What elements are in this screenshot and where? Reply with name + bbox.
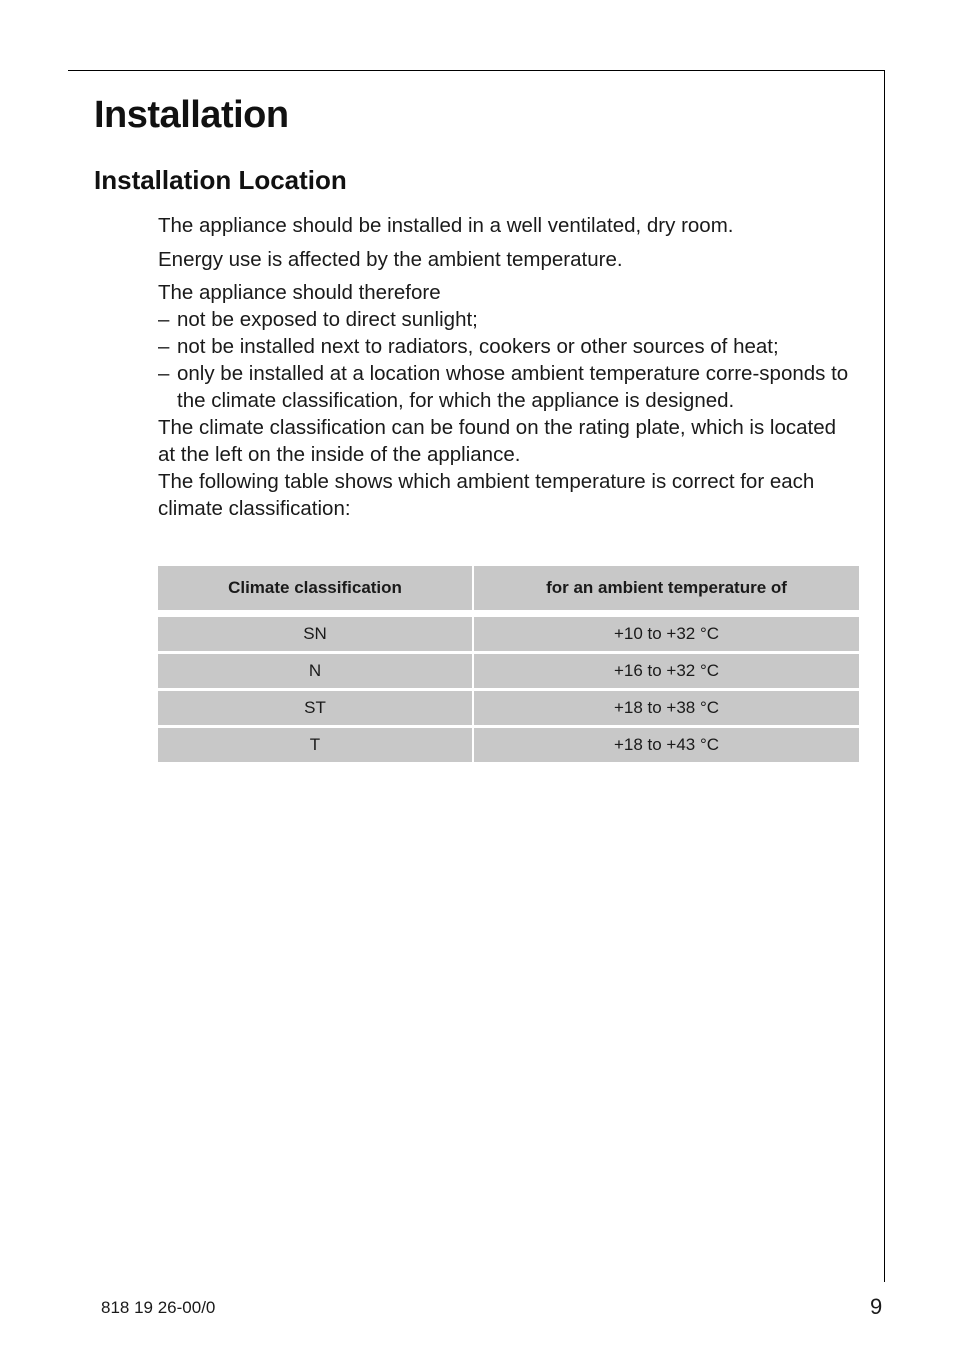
paragraph-therefore: The appliance should therefore	[158, 281, 441, 304]
right-margin-rule	[884, 70, 885, 1282]
table-cell-temperature: +18 to +43 °C	[474, 728, 859, 762]
paragraph-energy: Energy use is affected by the ambient temperature.	[158, 248, 623, 271]
table-cell-class: SN	[158, 617, 472, 651]
climate-table	[158, 566, 859, 762]
page-number: 9	[870, 1294, 883, 1319]
top-rule	[68, 70, 885, 71]
list-item	[158, 333, 858, 360]
document-number: 818 19 26-00/0	[101, 1298, 216, 1317]
header-climate-classification: Climate classification	[158, 566, 472, 610]
paragraph-ventilation: The appliance should be installed in a well ventilated, dry room.	[158, 214, 734, 237]
dash-marker: –	[158, 308, 170, 331]
header-ambient-temperature: for an ambient temperature of	[474, 566, 859, 610]
section-title: Installation Location	[94, 165, 347, 195]
table-row	[158, 728, 859, 762]
table-header-row	[158, 566, 859, 610]
paragraph-table-intro: The following table shows which ambient temperature is correct for each climate classification:	[158, 470, 815, 520]
table-cell-temperature: +10 to +32 °C	[474, 617, 859, 651]
list-item-text: not be installed next to radiators, cookers or other sources of heat;	[177, 335, 779, 358]
page-title: Installation	[94, 94, 289, 136]
dash-marker: –	[158, 362, 170, 385]
table-cell-temperature: +18 to +38 °C	[474, 691, 859, 725]
body-text	[158, 212, 858, 522]
list-item-text: only be installed at a location whose ambient temperature corre-sponds to the climate classification, for which the appliance is designed.	[177, 362, 849, 412]
table-row	[158, 691, 859, 725]
table-cell-class: N	[158, 654, 472, 688]
table-cell-class: T	[158, 728, 472, 762]
table-cell-temperature: +16 to +32 °C	[474, 654, 859, 688]
list-item-text: not be exposed to direct sunlight;	[177, 308, 478, 331]
paragraph-rating-plate: The climate classification can be found on the rating plate, which is located at the left on the inside of the appliance.	[158, 416, 837, 466]
placement-list	[158, 306, 858, 414]
table-row	[158, 654, 859, 688]
dash-marker: –	[158, 335, 170, 358]
table-row	[158, 617, 859, 651]
list-item	[158, 360, 858, 414]
table-cell-class: ST	[158, 691, 472, 725]
list-item	[158, 306, 858, 333]
